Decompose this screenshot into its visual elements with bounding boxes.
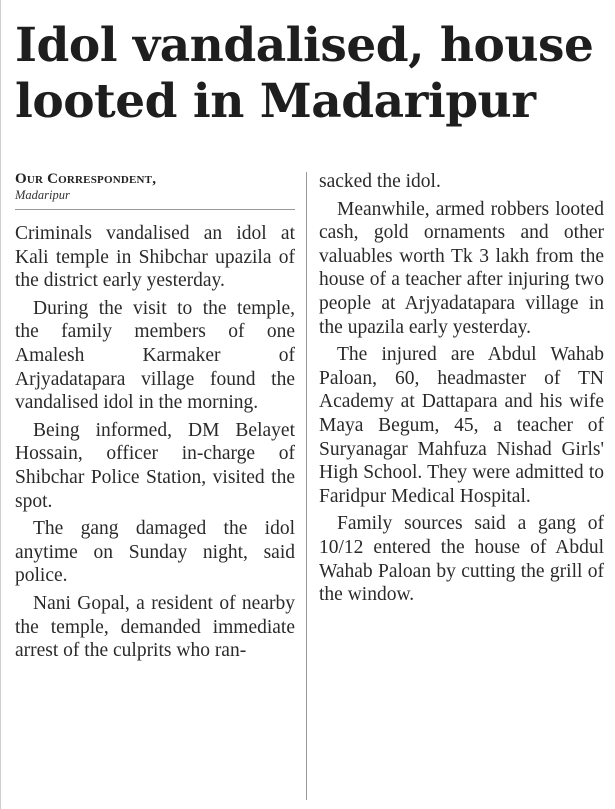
- byline: [15, 170, 295, 210]
- paragraph: The injured are Abdul Wahab Paloan, 60, headmaster of TN Academy at Dattapara and his wife Maya Begum, 45, a teacher of Suryanagar Mahfuza Nishad Girls' High School. They were admitted to Faridpur Medical Hospital.: [319, 344, 604, 507]
- paragraph: Meanwhile, armed robbers looted cash, gold ornaments and other valuables worth Tk 3 lakh from the house of a teacher after injuring two people at Arjyadatapara village in the upazila early yesterday.: [319, 198, 604, 338]
- paragraph: Nani Gopal, a resident of nearby the temple, demanded immediate arrest of the culprits who ran-: [15, 592, 295, 662]
- paragraph: During the visit to the temple, the family members of one Amalesh Karmaker of Arjyadatapara village found the vandalised idol in the morning.: [15, 297, 295, 414]
- paragraph: The gang damaged the idol anytime on Sunday night, said police.: [15, 518, 295, 587]
- paragraph: sacked the idol.: [319, 171, 441, 192]
- paragraph: Being informed, DM Belayet Hossain, officer in-charge of Shibchar Police Station, visited the spot.: [15, 419, 295, 512]
- article-column-right: [319, 170, 604, 611]
- byline-location: Madaripur: [15, 188, 70, 202]
- paragraph: Family sources said a gang of 10/12 entered the house of Abdul Wahab Paloan by cutting the grill of the window.: [319, 513, 604, 606]
- paragraph: Criminals vandalised an idol at Kali temple in Shibchar upazila of the district early yesterday.: [15, 223, 295, 292]
- byline-name: Our Correspondent,: [15, 171, 157, 187]
- article-column-left: [15, 170, 295, 667]
- column-divider: [306, 172, 307, 800]
- headline: Idol vandalised, house looted in Madaripur: [15, 18, 594, 129]
